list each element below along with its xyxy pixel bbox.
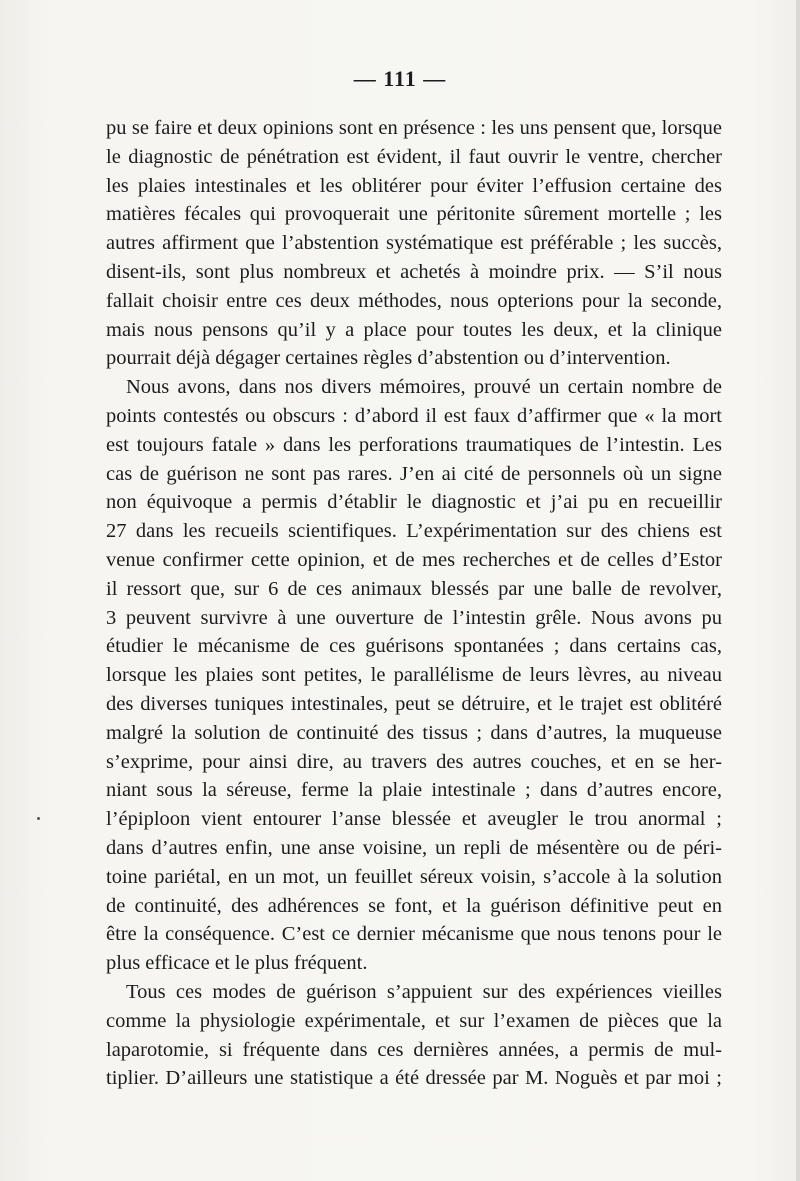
text-line: est toujours fatale » dans les perforations traumatiques de l’intestin. Les xyxy=(106,433,722,456)
text-line: tiplier. D’ailleurs une statistique a été dressée par M. Noguès et par moi ; xyxy=(106,1067,722,1090)
text-line: de continuité, des adhérences se font, et la guérison définitive peut en xyxy=(106,894,722,917)
text-line: lorsque les plaies sont petites, le parallélisme de leurs lèvres, au niveau xyxy=(106,664,722,687)
text-line: pu se faire et deux opinions sont en présence : les uns pensent que, lorsque xyxy=(106,117,722,139)
text-line: il ressort que, sur 6 de ces animaux blessés par une balle de revolver, xyxy=(106,577,722,600)
body-text xyxy=(106,114,722,1093)
paragraph-1 xyxy=(106,114,722,373)
text-line: Nous avons, dans nos divers mémoires, prouvé un certain nombre de xyxy=(126,376,722,399)
text-line: non équivoque a permis d’établir le diagnostic et j’ai pu en recueillir xyxy=(106,491,722,514)
text-line: matières fécales qui provoquerait une péritonite sûrement mortelle ; les xyxy=(106,203,722,226)
text-line: s’exprime, pour ainsi dire, au travers des autres couches, et en se her- xyxy=(106,750,722,773)
text-line: les plaies intestinales et les oblitérer pour éviter l’effusion certaine des xyxy=(106,174,722,197)
text-line: plus efficace et le plus fréquent. xyxy=(106,952,368,975)
text-line: des diverses tuniques intestinales, peut se détruire, et le trajet est oblitéré xyxy=(106,692,722,715)
text-line: disent-ils, sont plus nombreux et achetés à moindre prix. — S’il nous xyxy=(106,260,722,283)
text-line: Tous ces modes de guérison s’appuient sur des expériences vieilles xyxy=(126,980,722,1003)
text-line: 3 peuvent survivre à une ouverture de l’intestin grêle. Nous avons pu xyxy=(106,606,722,629)
text-line: être la conséquence. C’est ce dernier mécanisme que nous tenons pour le xyxy=(106,923,722,946)
text-line: points contestés ou obscurs : d’abord il est faux d’affirmer que « la mort xyxy=(106,404,722,427)
text-line: laparotomie, si fréquente dans ces dernières années, a permis de mul- xyxy=(106,1038,722,1061)
text-line: l’épiploon vient entourer l’anse blessée et aveugler le trou anormal ; xyxy=(106,808,722,831)
text-line: malgré la solution de continuité des tissus ; dans d’autres, la muqueuse xyxy=(106,721,722,744)
text-line: toine pariétal, en un mot, un feuillet séreux voisin, s’accole à la solution xyxy=(106,865,722,888)
text-line: 27 dans les recueils scientifiques. L’expérimentation sur des chiens est xyxy=(106,520,722,543)
text-line: cas de guérison ne sont pas rares. J’en ai cité de personnels où un signe xyxy=(106,462,722,485)
page-edge-shadow xyxy=(796,0,800,1181)
text-line: niant sous la séreuse, ferme la plaie intestinale ; dans d’autres encore, xyxy=(106,779,722,802)
text-line: venue confirmer cette opinion, et de mes recherches et de celles d’Estor xyxy=(106,548,722,571)
paragraph-2 xyxy=(106,373,722,978)
text-line: dans d’autres enfin, une anse voisine, un repli de mésentère ou de péri- xyxy=(106,836,722,859)
text-line: fallait choisir entre ces deux méthodes, nous opterions pour la seconde, xyxy=(106,289,722,312)
text-line: pourrait déjà dégager certaines règles d’abstention ou d’intervention. xyxy=(106,347,671,370)
paragraph-3 xyxy=(106,978,722,1093)
margin-speck xyxy=(37,817,40,820)
page-number: — 111 — xyxy=(353,66,447,91)
text-line: mais nous pensons qu’il y a place pour toutes les deux, et la clinique xyxy=(106,318,722,341)
text-line: le diagnostic de pénétration est évident, il faut ouvrir le ventre, chercher xyxy=(106,145,722,168)
text-line: étudier le mécanisme de ces guérisons spontanées ; dans certains cas, xyxy=(106,635,722,658)
text-line: autres affirment que l’abstention systématique est préférable ; les succès, xyxy=(106,232,722,255)
text-line: comme la physiologie expérimentale, et sur l’examen de pièces que la xyxy=(106,1009,722,1032)
